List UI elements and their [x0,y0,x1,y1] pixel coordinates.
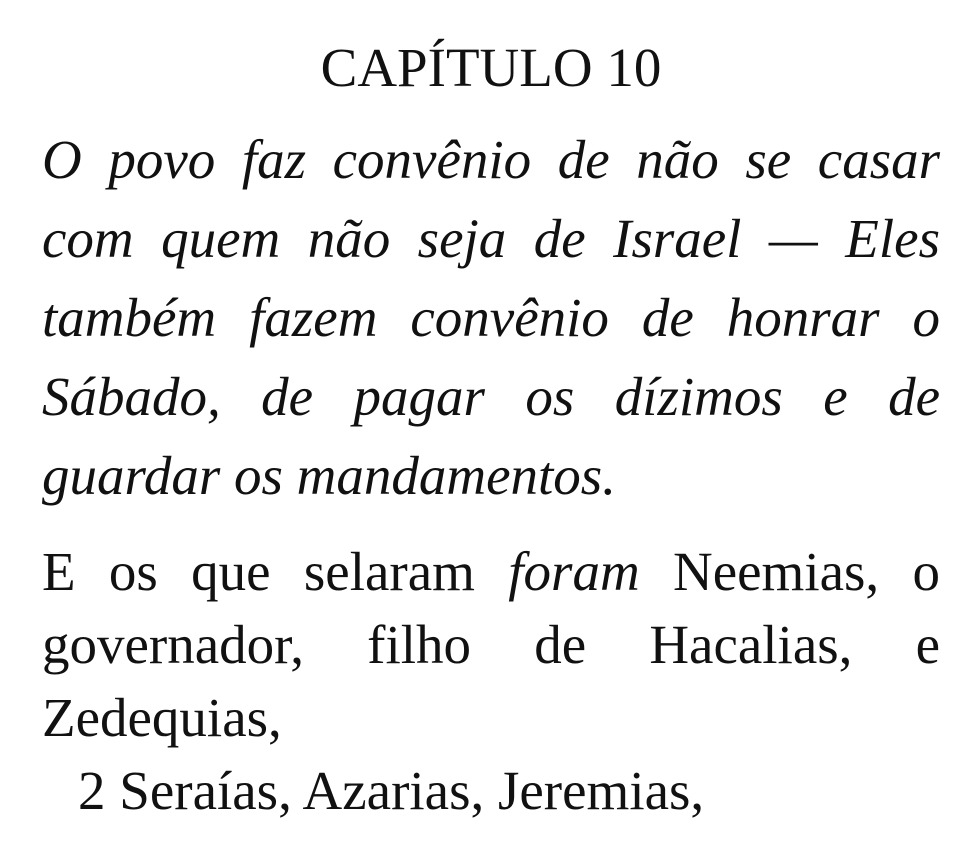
verse-1 [42,535,940,754]
verse-list [42,535,940,827]
verse-1-italic-word: foram [508,541,640,602]
chapter-summary: O povo faz convênio de não se casar com quem não seja de Israel — Eles também fazem convênio de honrar o Sábado, de pagar os dízimos e de guardar os mandamentos. [42,129,940,506]
verse-2: 2 Seraías, Azarias, Jeremias, [78,760,705,821]
verse-1-text-b: Neemias, o governador, filho de Hacalias, e Zedequias, [42,541,941,748]
chapter-title: CAPÍTULO 10 [320,37,662,98]
page [42,0,940,827]
verse-1-text-a: E os que selaram [42,541,509,602]
